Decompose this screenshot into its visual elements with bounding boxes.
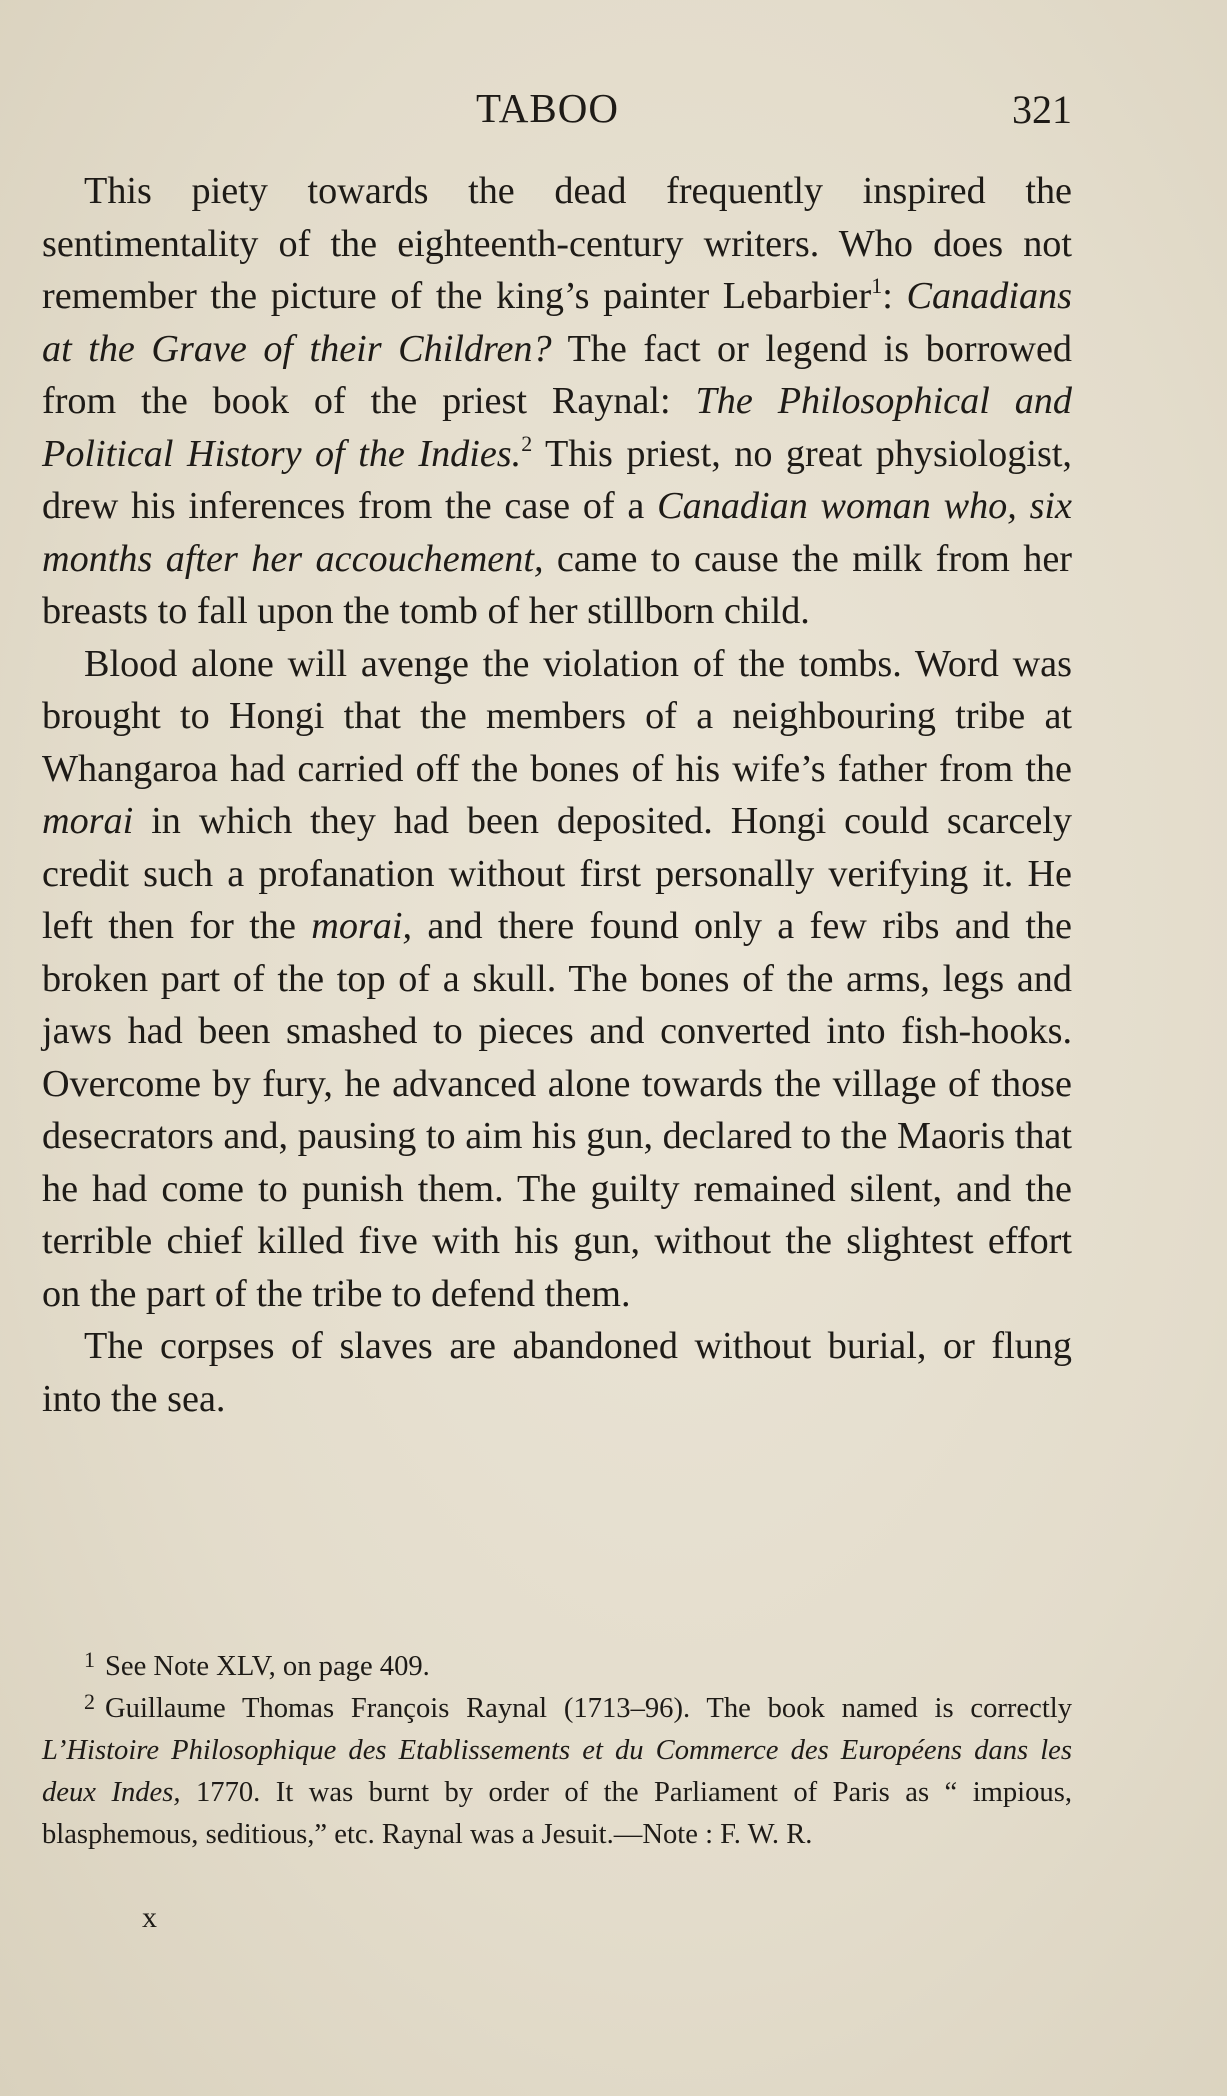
text-run: 1770. It was burnt by order of the Parliament of Paris as “ impious, blasphemous, seditious,” etc. Raynal was a Jesuit.—Note : F. W. R. <box>42 1777 1072 1850</box>
page-number: 321 <box>1012 87 1072 132</box>
italic-text: The Philosophical and Political History of the Indies. <box>42 380 1072 475</box>
footnote-reference: 1 <box>871 273 883 298</box>
running-header <box>40 78 1072 138</box>
footnote-1 <box>42 1646 1072 1688</box>
text-run: and there found only a few ribs and the broken part of the top of a skull. The bones of the arms, legs and jaws had been smashed to pieces and converted into fish-hooks. Overcome by fury, he advanced alone towards the village of those desecrators and, pausing to aim his gun, declared to the Maoris that he had come to punish them. The guilty remained silent, and the terrible chief killed five with his gun, without the slightest effort on the part of the tribe to defend them. <box>42 905 1073 1315</box>
text-run: in which they had been deposited. Hongi could scarcely credit such a profanation without first personally verifying it. He left then for the <box>42 800 1072 947</box>
text-run: This priest, no great physiologist, drew his inferences from the case of a <box>42 432 1072 527</box>
italic-text: morai <box>42 800 134 842</box>
text-run: Guillaume Thomas François Raynal (1713–96). The book named is correctly <box>105 1693 1072 1724</box>
footnote-reference: 2 <box>521 430 533 456</box>
signature-mark: x <box>142 1901 157 1934</box>
text-run: came to cause the milk from her breasts to fall upon the tomb of her stillborn child. <box>42 537 1072 632</box>
running-title: TABOO <box>476 85 619 131</box>
italic-text: L’Histoire Philosophique des Etablissements et du Commerce des Européens dans les deux Indes, <box>42 1735 1072 1808</box>
text-run: : <box>882 275 907 317</box>
text-run: The fact or legend is borrowed from the book of the priest Raynal: <box>42 327 1072 422</box>
text-run: See Note XLV, on page 409. <box>105 1651 430 1682</box>
footnote-marker: 2 <box>84 1689 95 1714</box>
paragraph-3 <box>42 1320 1072 1425</box>
footnote-marker: 1 <box>84 1647 95 1672</box>
italic-text: Canadians at the Grave of their Children? <box>42 275 1072 370</box>
text-run: The corpses of slaves are abandoned without burial, or flung into the sea. <box>42 1325 1072 1420</box>
text-run: Blood alone will avenge the violation of the tombs. Word was brought to Hongi that the members of a neighbouring tribe at Whangaroa had carried off the bones of his wife’s father from the <box>42 642 1072 790</box>
paragraph-1 <box>42 165 1072 638</box>
body-text <box>42 165 1072 1425</box>
footnote-2 <box>42 1688 1072 1856</box>
paragraph-2 <box>42 638 1072 1321</box>
footnotes <box>42 1646 1072 1856</box>
italic-text: Canadian woman who, six months after her accouchement, <box>42 485 1072 580</box>
italic-text: morai, <box>311 905 413 947</box>
text-run: This piety towards the dead frequently inspired the sentimentality of the eighteenth-century writers. Who does not remember the picture of the king’s painter Lebarbier <box>42 170 1072 317</box>
